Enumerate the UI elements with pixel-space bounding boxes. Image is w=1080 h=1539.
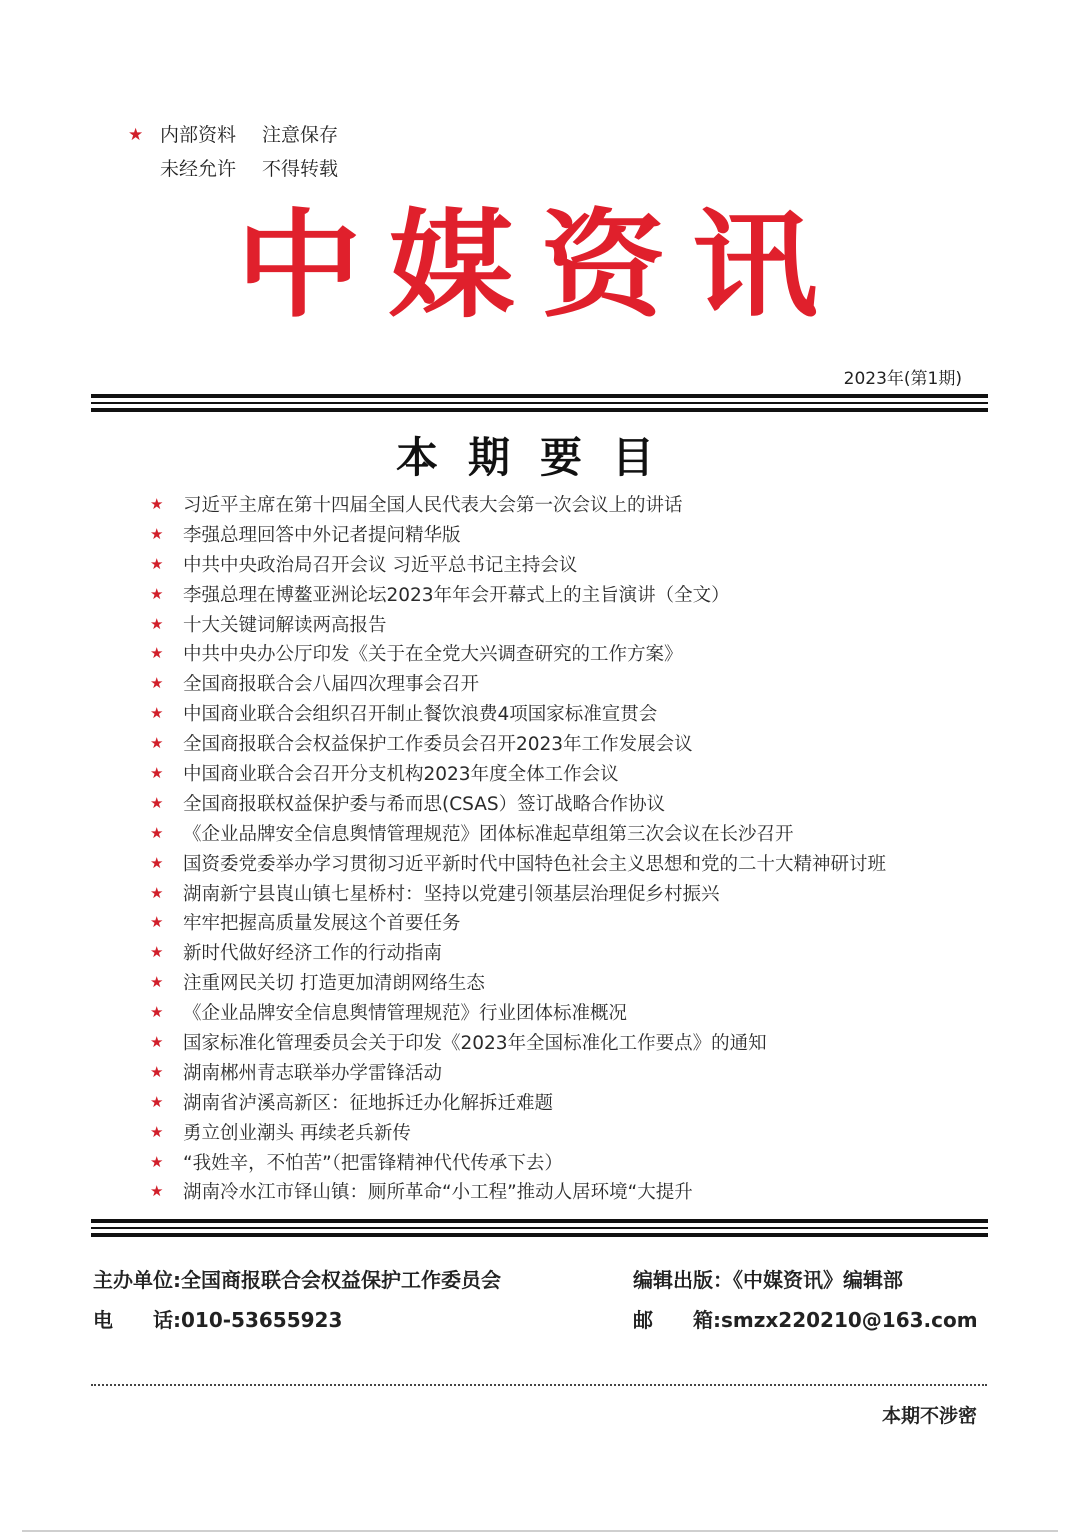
sponsor-text: 主办单位:全国商报联合会权益保护工作委员会 xyxy=(93,1267,501,1292)
toc-item-text: 全国商报联合会八届四次理事会召开 xyxy=(183,674,480,696)
toc-title: 本期要目 xyxy=(395,433,684,482)
star-icon: ★ xyxy=(150,1062,164,1081)
toc-item-text: 中国商业联合会召开分支机构2023年度全体工作会议 xyxy=(183,763,619,785)
toc-item xyxy=(150,1147,886,1177)
star-icon: ★ xyxy=(150,913,164,932)
toc-item-text: 习近平主席在第十四届全国人民代表大会第一次会议上的讲话 xyxy=(183,494,683,516)
toc-item-text: 湖南郴州青志联举办学雷锋活动 xyxy=(183,1062,443,1084)
toc-item xyxy=(150,848,886,878)
star-icon: ★ xyxy=(150,763,164,782)
phone-number: 010-53655923 xyxy=(181,1307,343,1332)
notice-text: 未经允许 xyxy=(160,158,237,180)
toc-item-text: 《企业品牌安全信息舆情管理规范》团体标准起草组第三次会议在长沙召开 xyxy=(183,823,794,845)
toc-item xyxy=(150,758,886,788)
star-icon: ★ xyxy=(150,734,164,753)
toc-item xyxy=(150,967,886,997)
toc-item xyxy=(150,579,886,609)
star-icon: ★ xyxy=(150,1032,164,1051)
email-address: smzx220210@163.com xyxy=(721,1307,978,1332)
toc-item xyxy=(150,698,886,728)
toc-item xyxy=(150,1176,886,1206)
star-icon: ★ xyxy=(150,1182,164,1201)
toc-item xyxy=(150,489,886,519)
phone-line xyxy=(93,1304,633,1333)
notice-text: 不得转载 xyxy=(262,158,339,180)
star-icon: ★ xyxy=(150,853,164,872)
toc-item-text: 中国商业联合会组织召开制止餐饮浪费4项国家标准宣贯会 xyxy=(183,704,658,726)
star-icon: ★ xyxy=(150,1122,164,1141)
bottom-rule xyxy=(91,1219,988,1237)
toc-item-text: 十大关键词解读两高报告 xyxy=(183,614,387,636)
publisher-text: 编辑出版：《中媒资讯》编辑部 xyxy=(633,1267,903,1292)
toc-item xyxy=(150,907,886,937)
email-label: 邮 箱: xyxy=(633,1307,721,1332)
top-rule xyxy=(91,394,988,412)
toc-item-text: 注重网民关切 打造更加清朗网络生态 xyxy=(183,973,485,995)
toc-item-text: 牢牢把握高质量发展这个首要任务 xyxy=(183,913,461,935)
toc-item-text: 李强总理回答中外记者提问精华版 xyxy=(183,524,461,546)
phone-label: 电 话: xyxy=(93,1307,181,1332)
notice-text: 注意保存 xyxy=(262,124,339,146)
star-icon: ★ xyxy=(150,584,164,603)
classification-note: 本期不涉密 xyxy=(881,1405,977,1427)
toc-item xyxy=(150,818,886,848)
toc-item-text: 新时代做好经济工作的行动指南 xyxy=(183,943,443,965)
star-icon: ★ xyxy=(150,883,164,902)
star-icon: ★ xyxy=(150,644,164,663)
star-icon: ★ xyxy=(150,943,164,962)
toc-item-text: 全国商报联权益保护委与希而思(CSAS）签订战略合作协议 xyxy=(183,793,666,815)
toc-item xyxy=(150,728,886,758)
toc-item-text: 《企业品牌安全信息舆情管理规范》行业团体标准概况 xyxy=(183,1003,628,1025)
toc-item-text: 中共中央办公厅印发《关于在全党大兴调查研究的工作方案》 xyxy=(183,644,683,666)
email-line xyxy=(633,1304,993,1333)
notice-text: 内部资料 xyxy=(160,124,237,146)
toc-item-text: 勇立创业潮头 再续老兵新传 xyxy=(183,1122,411,1144)
star-icon: ★ xyxy=(150,614,164,633)
toc-item-text: 国资委党委举办学习贯彻习近平新时代中国特色社会主义思想和党的二十大精神研讨班 xyxy=(183,853,887,875)
toc-item-text: 中共中央政治局召开会议 习近平总书记主持会议 xyxy=(183,554,578,576)
toc-item-text: 李强总理在博鳌亚洲论坛2023年年会开幕式上的主旨演讲（全文） xyxy=(183,584,730,606)
dotted-divider xyxy=(91,1384,987,1386)
toc-item xyxy=(150,1027,886,1057)
star-icon: ★ xyxy=(150,1003,164,1022)
star-icon: ★ xyxy=(150,674,164,693)
toc-item-text: 湖南省泸溪高新区：征地拆迁办化解拆迁难题 xyxy=(183,1092,554,1114)
toc-list xyxy=(150,489,886,1206)
toc-item-text: 国家标准化管理委员会关于印发《2023年全国标准化工作要点》的通知 xyxy=(183,1032,767,1054)
toc-item-text: 湖南新宁县崀山镇七星桥村：坚持以党建引领基层治理促乡村振兴 xyxy=(183,883,720,905)
star-icon: ★ xyxy=(150,1092,164,1111)
toc-item xyxy=(150,1087,886,1117)
toc-item xyxy=(150,937,886,967)
masthead-title: 中媒资讯 xyxy=(236,196,844,334)
toc-item xyxy=(150,788,886,818)
footer-info xyxy=(93,1258,993,1338)
toc-item-text: 全国商报联合会权益保护工作委员会召开2023年工作发展会议 xyxy=(183,734,693,756)
star-icon: ★ xyxy=(150,823,164,842)
star-icon: ★ xyxy=(150,793,164,812)
toc-item xyxy=(150,878,886,908)
issue-number: 2023年(第1期) xyxy=(843,369,962,389)
toc-item xyxy=(150,668,886,698)
toc-item xyxy=(150,1117,886,1147)
notice-row-1 xyxy=(128,118,338,152)
star-icon: ★ xyxy=(128,125,144,145)
toc-item xyxy=(150,609,886,639)
star-icon: ★ xyxy=(150,704,164,723)
toc-item xyxy=(150,1057,886,1087)
star-icon: ★ xyxy=(150,1152,164,1171)
star-icon: ★ xyxy=(150,554,164,573)
toc-item-text: “我姓辛，不怕苦”（把雷锋精神代代传承下去） xyxy=(183,1152,563,1174)
toc-item xyxy=(150,638,886,668)
page-edge xyxy=(22,1530,1058,1532)
notice-block xyxy=(128,118,338,186)
star-icon: ★ xyxy=(150,973,164,992)
star-icon: ★ xyxy=(150,524,164,543)
notice-row-2 xyxy=(128,152,338,186)
star-icon: ★ xyxy=(150,494,164,513)
toc-item-text: 湖南冷水江市铎山镇：厕所革命“小工程”推动人居环境“大提升 xyxy=(183,1182,693,1204)
toc-item xyxy=(150,549,886,579)
toc-item xyxy=(150,997,886,1027)
toc-item xyxy=(150,519,886,549)
